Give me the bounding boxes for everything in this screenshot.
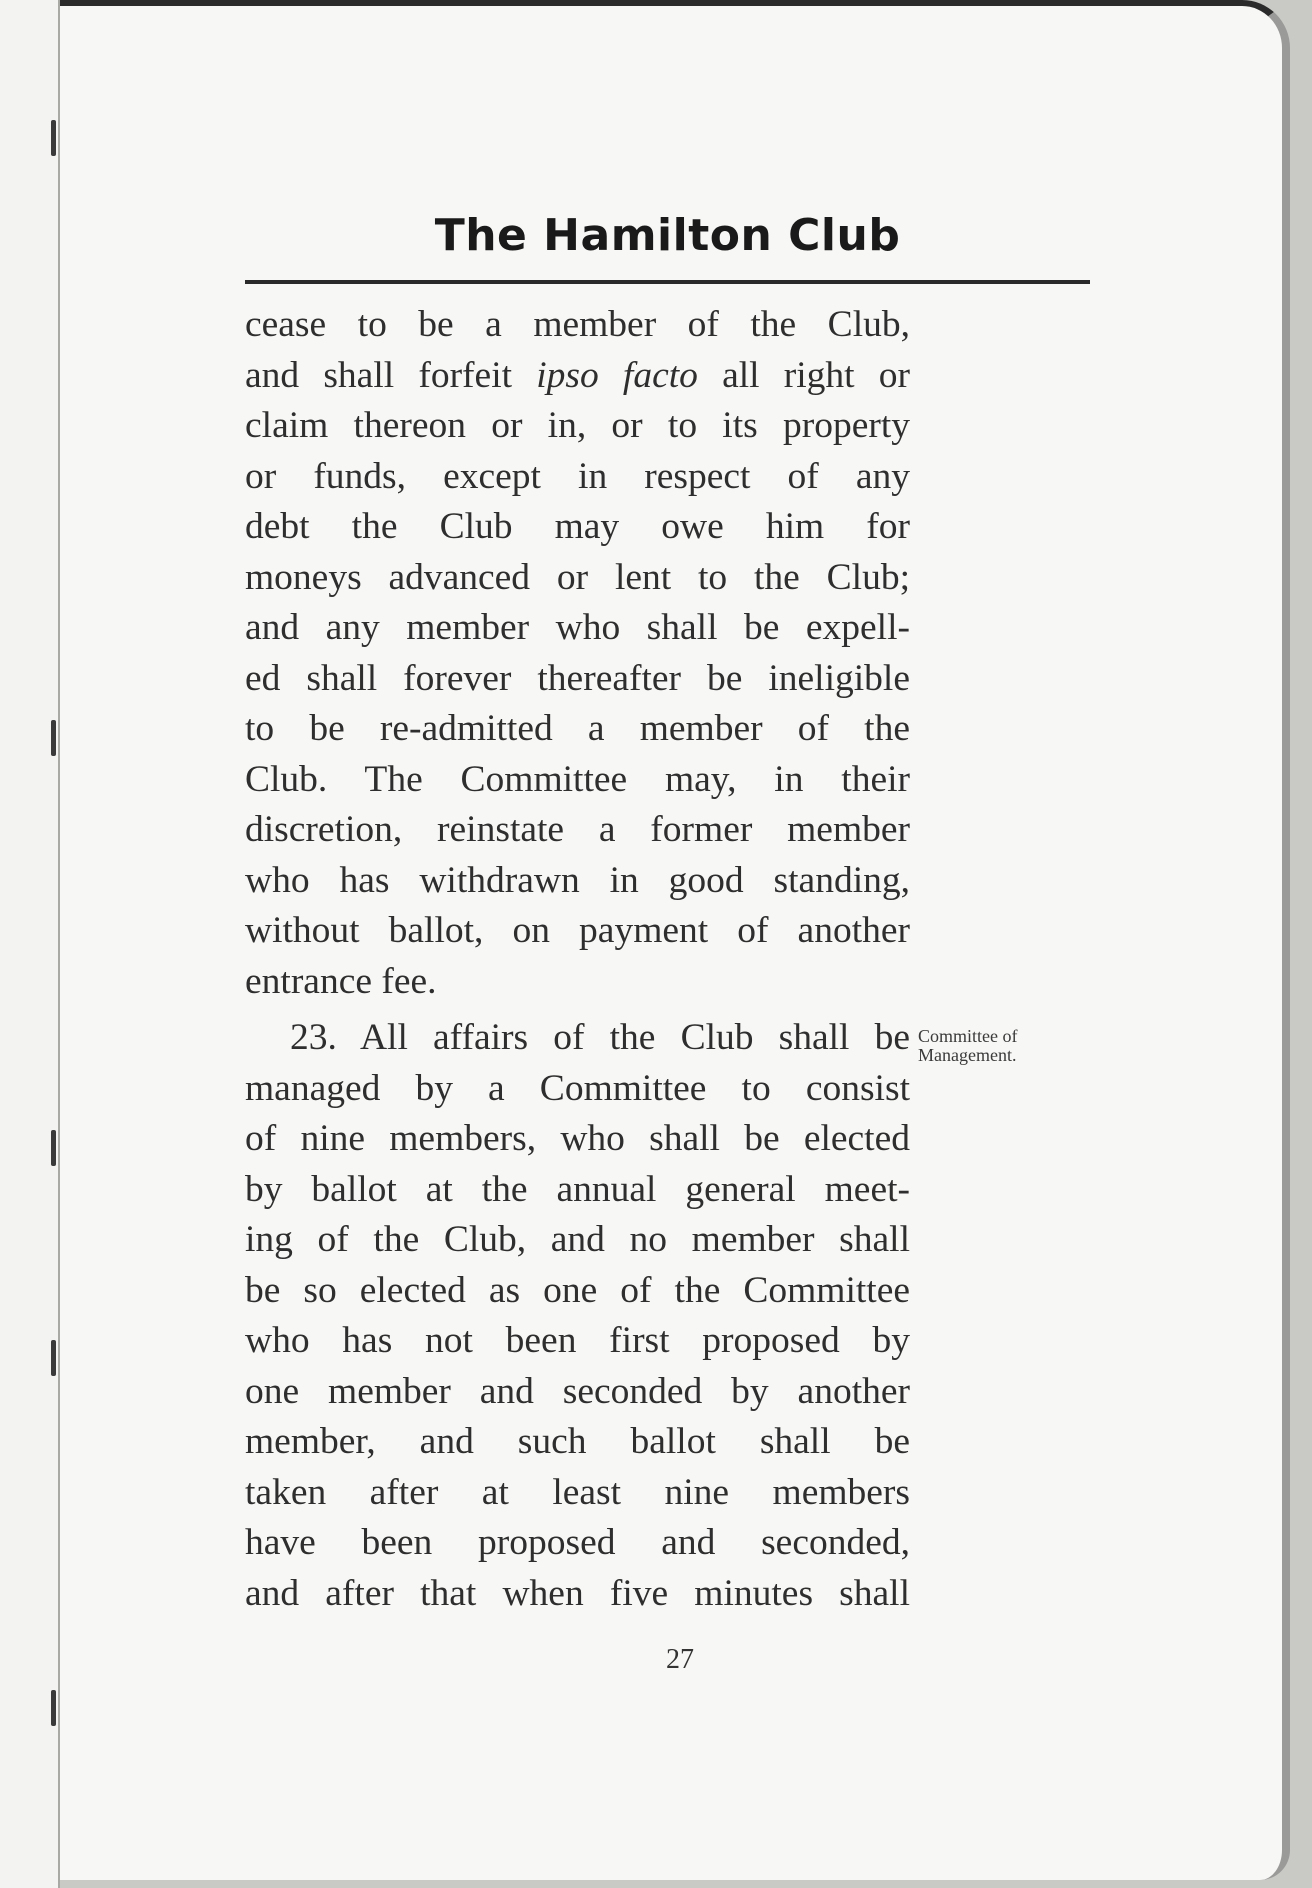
text-line: and after that when five minutes shall	[245, 1572, 910, 1614]
header-rule	[245, 280, 1090, 284]
binding-mark	[51, 1130, 56, 1166]
text-line: discretion, reinstate a former member	[245, 809, 910, 850]
text-line: taken after at least nine members	[245, 1471, 910, 1513]
text-line: moneys advanced or lent to the Club;	[245, 556, 910, 598]
margin-note-line: Committee of	[918, 1026, 1018, 1046]
binding-mark	[51, 120, 56, 156]
text-line: claim thereon or in, or to its property	[245, 405, 910, 446]
text-line: managed by a Committee to consist	[245, 1067, 910, 1109]
text-line	[245, 351, 910, 402]
running-header-title: The Hamilton Club	[434, 210, 901, 261]
text-line: one member and seconded by another	[245, 1370, 910, 1412]
text-fragment: and shall forfeit	[245, 354, 513, 396]
book-spine	[0, 0, 60, 1888]
text-line: or funds, except in respect of any	[245, 455, 910, 497]
text-line: and any member who shall be expell-	[245, 607, 910, 648]
text-line: have been proposed and seconded,	[245, 1522, 910, 1563]
text-line-section-23: 23. All affairs of the Club shall be	[290, 1017, 910, 1058]
text-line: of nine members, who shall be elected	[245, 1118, 910, 1159]
text-line: Club. The Committee may, in their	[245, 758, 910, 800]
italic-latin-phrase: ipso facto	[536, 354, 698, 396]
margin-note-line: Management.	[918, 1045, 1017, 1065]
text-line: by ballot at the annual general meet-	[245, 1168, 910, 1210]
text-line: entrance fee.	[245, 960, 437, 1002]
text-line: who has withdrawn in good standing,	[245, 859, 910, 901]
text-line: cease to be a member of the Club,	[245, 304, 910, 345]
text-fragment: all right or	[722, 354, 911, 396]
binding-mark	[51, 1340, 56, 1376]
margin-note	[918, 1027, 1078, 1065]
text-line: without ballot, on payment of another	[245, 910, 910, 951]
page-number: 27	[666, 1644, 694, 1675]
text-line: debt the Club may owe him for	[245, 506, 910, 547]
text-line: who has not been first proposed by	[245, 1320, 910, 1361]
text-line: be so elected as one of the Committee	[245, 1269, 910, 1311]
text-line: to be re-admitted a member of the	[245, 708, 910, 749]
text-line: ing of the Club, and no member shall	[245, 1219, 910, 1260]
text-line: ed shall forever thereafter be ineligible	[245, 657, 910, 699]
text-line: member, and such ballot shall be	[245, 1421, 910, 1462]
binding-mark	[51, 720, 56, 756]
binding-mark	[51, 1690, 56, 1726]
body-text	[245, 300, 910, 1619]
